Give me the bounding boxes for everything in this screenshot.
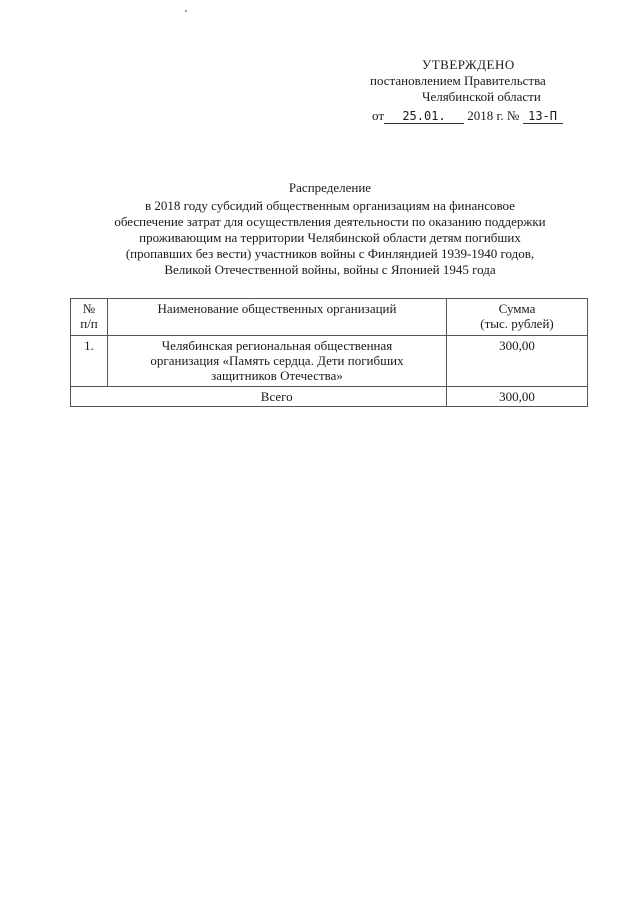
approval-date: 25.01. (384, 109, 464, 124)
approval-number: 13-П (523, 109, 563, 124)
total-num-cell (71, 387, 108, 407)
approval-from-label: от (372, 108, 385, 123)
subsidy-table (70, 298, 588, 407)
approval-authority: постановлением Правительства (370, 73, 546, 88)
row-name-line2: организация «Память сердца. Дети погибших (150, 353, 404, 368)
header-num (71, 299, 108, 336)
distribution-line-4: (пропавших без вести) участников войны с Финляндией 1939-1940 годов, (125, 246, 535, 261)
scan-speck (185, 10, 187, 12)
distribution-line-1: в 2018 году субсидий общественным организациям на финансовое (145, 198, 515, 213)
header-sum (447, 299, 588, 336)
row-name (108, 336, 447, 387)
approval-block (360, 57, 600, 124)
header-num-line1: № (82, 301, 96, 316)
row-name-line3: защитников Отечества» (211, 368, 343, 383)
approval-date-line (360, 108, 600, 124)
distribution-heading: Распределение (288, 180, 372, 195)
approval-region: Челябинской области (422, 89, 541, 104)
distribution-line-3: проживающим на территории Челябинской области детям погибших (139, 230, 521, 245)
row-sum: 300,00 (447, 336, 588, 387)
total-sum: 300,00 (447, 387, 588, 407)
distribution-title (70, 180, 590, 278)
total-label: Всего (108, 387, 447, 407)
header-name: Наименование общественных организаций (108, 299, 447, 336)
approval-heading: УТВЕРЖДЕНО (422, 57, 515, 72)
row-num: 1. (71, 336, 108, 387)
table-row (71, 336, 588, 387)
approval-year-label: 2018 г. № (467, 108, 520, 123)
distribution-line-2: обеспечение затрат для осуществления деятельности по оказанию поддержки (114, 214, 546, 229)
table-header-row (71, 299, 588, 336)
header-sum-line1: Сумма (498, 301, 536, 316)
distribution-line-5: Великой Отечественной войны, войны с Японией 1945 года (164, 262, 496, 277)
table-total-row (71, 387, 588, 407)
header-num-line2: п/п (80, 316, 98, 331)
row-name-line1: Челябинская региональная общественная (161, 338, 393, 353)
header-sum-line2: (тыс. рублей) (480, 316, 554, 331)
